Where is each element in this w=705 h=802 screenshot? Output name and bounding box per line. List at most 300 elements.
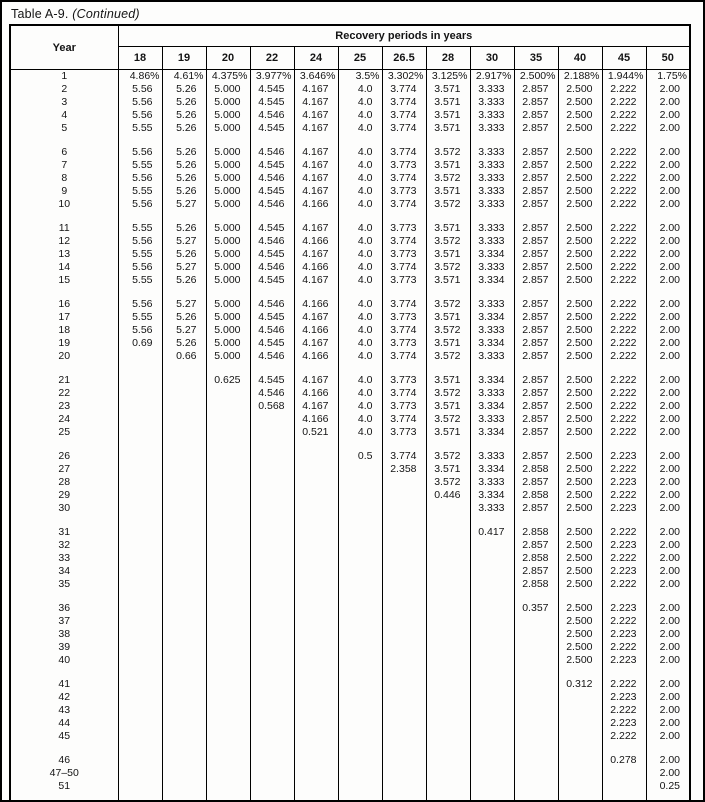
value-cell: 3.334 — [470, 311, 514, 324]
value-cell — [294, 780, 338, 793]
value-cell: 2.857 — [514, 172, 558, 185]
spacer-cell — [514, 439, 558, 450]
spacer-cell — [426, 667, 470, 678]
value-cell — [250, 654, 294, 667]
spacer-cell — [558, 287, 602, 298]
value-cell: 2.223 — [602, 628, 646, 641]
spacer-cell — [602, 211, 646, 222]
year-cell: 34 — [58, 565, 71, 577]
table-row — [10, 96, 690, 109]
value-cell: 3.571 — [426, 122, 470, 135]
table-row — [10, 374, 690, 387]
value-cell — [118, 641, 162, 654]
value-cell — [118, 387, 162, 400]
value-cell — [470, 641, 514, 654]
value-cell: 4.167 — [294, 274, 338, 287]
column-header: 45 — [602, 47, 646, 70]
value-cell: 2.500 — [558, 628, 602, 641]
value-cell: 4.0 — [338, 198, 382, 211]
value-cell — [162, 526, 206, 539]
value-cell — [426, 691, 470, 704]
spacer-cell — [470, 211, 514, 222]
value-cell: 5.000 — [206, 146, 250, 159]
value-cell: 2.222 — [602, 337, 646, 350]
value-cell — [206, 602, 250, 615]
value-cell: 2.222 — [602, 198, 646, 211]
value-cell: 0.25 — [646, 780, 690, 793]
spacer-row — [10, 287, 690, 298]
value-cell — [118, 717, 162, 730]
spacer-cell — [118, 135, 162, 146]
spacer-row — [10, 135, 690, 146]
value-cell: 2.00 — [646, 350, 690, 363]
value-cell — [514, 754, 558, 767]
value-cell: 2.00 — [646, 298, 690, 311]
spacer-cell — [294, 287, 338, 298]
value-cell: 2.00 — [646, 578, 690, 591]
value-cell: 2.500 — [558, 450, 602, 463]
value-cell — [338, 628, 382, 641]
value-cell — [338, 767, 382, 780]
value-cell: 2.222 — [602, 298, 646, 311]
spacer-cell — [10, 439, 118, 450]
value-cell: 2.222 — [602, 235, 646, 248]
value-cell: 3.302% — [382, 70, 426, 84]
value-cell — [118, 628, 162, 641]
value-cell: 4.0 — [338, 222, 382, 235]
value-cell: 2.500 — [558, 274, 602, 287]
value-cell: 3.572 — [426, 413, 470, 426]
value-cell — [250, 489, 294, 502]
value-cell: 2.358 — [382, 463, 426, 476]
value-cell — [338, 754, 382, 767]
table-row — [10, 261, 690, 274]
value-cell — [558, 691, 602, 704]
column-header: 35 — [514, 47, 558, 70]
value-cell: 2.00 — [646, 387, 690, 400]
value-cell — [426, 717, 470, 730]
value-cell: 5.55 — [118, 248, 162, 261]
value-cell: 2.222 — [602, 678, 646, 691]
spacer-cell — [118, 591, 162, 602]
value-cell — [250, 641, 294, 654]
value-cell: 3.774 — [382, 122, 426, 135]
spacer-cell — [162, 793, 206, 802]
value-cell: 3.571 — [426, 222, 470, 235]
spacer-cell — [382, 793, 426, 802]
value-cell: 2.500 — [558, 337, 602, 350]
spacer-cell — [646, 363, 690, 374]
year-cell: 8 — [61, 172, 68, 184]
value-cell: 3.334 — [470, 400, 514, 413]
value-cell: 2.00 — [646, 172, 690, 185]
value-cell — [206, 717, 250, 730]
value-cell — [382, 565, 426, 578]
value-cell: 4.167 — [294, 374, 338, 387]
value-cell — [118, 730, 162, 743]
value-cell: 2.500 — [558, 641, 602, 654]
value-cell: 4.167 — [294, 109, 338, 122]
year-cell: 3 — [61, 96, 68, 108]
value-cell: 2.500 — [558, 502, 602, 515]
spacer-cell — [10, 591, 118, 602]
spacer-cell — [426, 591, 470, 602]
table-row — [10, 83, 690, 96]
value-cell — [118, 489, 162, 502]
spacer-cell — [470, 363, 514, 374]
value-cell: 3.333 — [470, 185, 514, 198]
value-cell: 4.545 — [250, 185, 294, 198]
year-cell: 28 — [58, 476, 71, 488]
value-cell — [294, 641, 338, 654]
table-row — [10, 426, 690, 439]
value-cell: 3.333 — [470, 476, 514, 489]
spacer-cell — [250, 287, 294, 298]
value-cell: 3.571 — [426, 96, 470, 109]
spacer-cell — [338, 515, 382, 526]
value-cell: 4.545 — [250, 222, 294, 235]
year-cell: 51 — [58, 780, 71, 792]
value-cell — [294, 552, 338, 565]
value-cell: 3.774 — [382, 96, 426, 109]
value-cell: 4.0 — [338, 274, 382, 287]
value-cell — [206, 615, 250, 628]
value-cell: 4.545 — [250, 274, 294, 287]
column-header: 24 — [294, 47, 338, 70]
spacer-cell — [162, 591, 206, 602]
value-cell — [382, 717, 426, 730]
value-cell: 2.222 — [602, 185, 646, 198]
value-cell: 4.0 — [338, 248, 382, 261]
value-cell — [250, 780, 294, 793]
spacer-row — [10, 439, 690, 450]
spacer-cell — [470, 591, 514, 602]
value-cell: 2.857 — [514, 374, 558, 387]
value-cell: 3.333 — [470, 261, 514, 274]
year-cell: 19 — [58, 337, 71, 349]
value-cell: 2.857 — [514, 350, 558, 363]
value-cell — [118, 526, 162, 539]
value-cell: 2.857 — [514, 413, 558, 426]
value-cell — [206, 678, 250, 691]
column-header: 30 — [470, 47, 514, 70]
spacer-cell — [426, 793, 470, 802]
value-cell: 3.571 — [426, 109, 470, 122]
value-cell: 4.375% — [206, 70, 250, 84]
value-cell: 2.858 — [514, 526, 558, 539]
value-cell — [294, 704, 338, 717]
value-cell — [206, 641, 250, 654]
value-cell: 0.625 — [206, 374, 250, 387]
value-cell — [206, 691, 250, 704]
value-cell: 2.00 — [646, 261, 690, 274]
value-cell: 4.0 — [338, 298, 382, 311]
spacer-cell — [118, 743, 162, 754]
value-cell: 4.0 — [338, 374, 382, 387]
value-cell: 2.223 — [602, 691, 646, 704]
value-cell: 2.222 — [602, 463, 646, 476]
value-cell — [382, 628, 426, 641]
value-cell: 2.500 — [558, 159, 602, 172]
spacer-cell — [646, 287, 690, 298]
value-cell: 3.773 — [382, 248, 426, 261]
spacer-cell — [338, 287, 382, 298]
value-cell — [206, 526, 250, 539]
value-cell: 4.0 — [338, 146, 382, 159]
value-cell: 2.00 — [646, 235, 690, 248]
value-cell: 2.500 — [558, 83, 602, 96]
value-cell: 5.27 — [162, 298, 206, 311]
year-cell: 4 — [61, 109, 68, 121]
value-cell: 2.00 — [646, 274, 690, 287]
value-cell: 2.00 — [646, 222, 690, 235]
value-cell: 0.69 — [118, 337, 162, 350]
value-cell — [162, 539, 206, 552]
value-cell: 2.500 — [558, 602, 602, 615]
spacer-cell — [118, 439, 162, 450]
value-cell: 2.500 — [558, 146, 602, 159]
value-cell — [118, 552, 162, 565]
value-cell — [426, 704, 470, 717]
value-cell — [250, 565, 294, 578]
value-cell: 5.55 — [118, 222, 162, 235]
value-cell: 3.774 — [382, 146, 426, 159]
spacer-cell — [426, 439, 470, 450]
year-cell: 43 — [58, 704, 71, 716]
spacer-cell — [250, 591, 294, 602]
table-row — [10, 717, 690, 730]
spacer-cell — [558, 211, 602, 222]
value-cell: 1.944% — [602, 70, 646, 84]
value-cell: 2.00 — [646, 337, 690, 350]
value-cell — [470, 602, 514, 615]
value-cell: 5.27 — [162, 235, 206, 248]
column-header: 20 — [206, 47, 250, 70]
value-cell — [294, 602, 338, 615]
value-cell — [470, 539, 514, 552]
value-cell — [250, 426, 294, 439]
value-cell: 2.00 — [646, 159, 690, 172]
year-cell: 47–50 — [49, 767, 79, 779]
spacer-cell — [470, 743, 514, 754]
year-cell: 2 — [61, 83, 68, 95]
value-cell — [250, 678, 294, 691]
value-cell: 4.545 — [250, 83, 294, 96]
spacer-cell — [646, 743, 690, 754]
value-cell — [118, 476, 162, 489]
value-cell: 5.27 — [162, 198, 206, 211]
value-cell — [118, 691, 162, 704]
spacer-cell — [602, 667, 646, 678]
value-cell: 2.222 — [602, 400, 646, 413]
spacer-cell — [558, 439, 602, 450]
table-row — [10, 641, 690, 654]
value-cell — [250, 502, 294, 515]
value-cell — [338, 780, 382, 793]
year-cell: 27 — [58, 463, 71, 475]
year-cell: 5 — [61, 122, 68, 134]
value-cell: 4.545 — [250, 337, 294, 350]
value-cell: 3.773 — [382, 185, 426, 198]
year-cell: 42 — [58, 691, 71, 703]
value-cell — [338, 539, 382, 552]
value-cell: 3.572 — [426, 298, 470, 311]
value-cell: 2.500 — [558, 96, 602, 109]
value-cell — [250, 463, 294, 476]
year-cell: 21 — [58, 374, 71, 386]
spacer-cell — [250, 515, 294, 526]
value-cell — [338, 641, 382, 654]
table-row — [10, 248, 690, 261]
value-cell: 2.858 — [514, 578, 558, 591]
value-cell: 2.500 — [558, 387, 602, 400]
value-cell — [558, 704, 602, 717]
value-cell: 3.333 — [470, 109, 514, 122]
value-cell — [602, 780, 646, 793]
value-cell: 4.545 — [250, 311, 294, 324]
value-cell — [382, 641, 426, 654]
value-cell: 3.333 — [470, 83, 514, 96]
value-cell: 2.857 — [514, 248, 558, 261]
value-cell: 3.773 — [382, 374, 426, 387]
value-cell: 2.222 — [602, 413, 646, 426]
value-cell — [118, 400, 162, 413]
table-row — [10, 450, 690, 463]
value-cell: 2.00 — [646, 628, 690, 641]
value-cell: 2.00 — [646, 730, 690, 743]
value-cell: 2.857 — [514, 387, 558, 400]
value-cell — [338, 654, 382, 667]
value-cell: 2.222 — [602, 615, 646, 628]
spacer-cell — [426, 287, 470, 298]
value-cell: 3.571 — [426, 248, 470, 261]
spacer-cell — [382, 135, 426, 146]
spacer-cell — [602, 743, 646, 754]
spacer-cell — [294, 793, 338, 802]
value-cell: 4.0 — [338, 96, 382, 109]
value-cell: 4.0 — [338, 311, 382, 324]
value-cell: 5.26 — [162, 337, 206, 350]
spacer-cell — [118, 363, 162, 374]
value-cell: 2.500 — [558, 654, 602, 667]
value-cell: 2.857 — [514, 122, 558, 135]
value-cell: 5.55 — [118, 311, 162, 324]
year-cell: 13 — [58, 248, 71, 260]
value-cell — [338, 615, 382, 628]
value-cell: 2.500 — [558, 526, 602, 539]
value-cell — [162, 552, 206, 565]
value-cell — [118, 615, 162, 628]
value-cell: 3.571 — [426, 400, 470, 413]
spacer-cell — [426, 135, 470, 146]
spacer-cell — [162, 211, 206, 222]
value-cell: 5.000 — [206, 198, 250, 211]
value-cell: 2.222 — [602, 350, 646, 363]
value-cell — [514, 654, 558, 667]
value-cell: 3.333 — [470, 222, 514, 235]
value-cell: 3.333 — [470, 159, 514, 172]
value-cell: 2.857 — [514, 311, 558, 324]
value-cell: 3.125% — [426, 70, 470, 84]
value-cell — [250, 704, 294, 717]
value-cell — [514, 628, 558, 641]
value-cell: 3.333 — [470, 122, 514, 135]
value-cell: 2.857 — [514, 324, 558, 337]
value-cell: 5.000 — [206, 159, 250, 172]
value-cell: 0.5 — [338, 450, 382, 463]
table-row — [10, 615, 690, 628]
value-cell: 3.773 — [382, 400, 426, 413]
value-cell — [382, 489, 426, 502]
value-cell: 5.000 — [206, 185, 250, 198]
spacer-cell — [514, 793, 558, 802]
value-cell: 1.75% — [646, 70, 690, 84]
value-cell: 3.334 — [470, 374, 514, 387]
value-cell: 2.857 — [514, 222, 558, 235]
table-title — [9, 5, 691, 24]
value-cell: 2.00 — [646, 615, 690, 628]
value-cell: 5.000 — [206, 248, 250, 261]
value-cell — [338, 463, 382, 476]
value-cell: 3.774 — [382, 324, 426, 337]
table-row — [10, 539, 690, 552]
value-cell: 0.521 — [294, 426, 338, 439]
value-cell: 5.000 — [206, 83, 250, 96]
value-cell: 2.222 — [602, 122, 646, 135]
value-cell — [250, 552, 294, 565]
spacer-cell — [338, 667, 382, 678]
table-row — [10, 476, 690, 489]
year-column-header: Year — [10, 25, 118, 70]
spacer-cell — [10, 363, 118, 374]
value-cell: 2.857 — [514, 426, 558, 439]
value-cell: 3.572 — [426, 146, 470, 159]
value-cell — [338, 565, 382, 578]
value-cell — [206, 426, 250, 439]
table-row — [10, 602, 690, 615]
value-cell — [426, 578, 470, 591]
value-cell: 2.222 — [602, 578, 646, 591]
table-row — [10, 311, 690, 324]
value-cell: 2.500 — [558, 222, 602, 235]
value-cell — [294, 754, 338, 767]
value-cell — [426, 641, 470, 654]
value-cell — [382, 502, 426, 515]
spacer-cell — [558, 135, 602, 146]
value-cell — [382, 476, 426, 489]
value-cell — [250, 578, 294, 591]
value-cell: 5.000 — [206, 261, 250, 274]
value-cell — [162, 602, 206, 615]
spacer-cell — [470, 439, 514, 450]
value-cell: 2.857 — [514, 565, 558, 578]
value-cell: 2.222 — [602, 96, 646, 109]
value-cell — [558, 730, 602, 743]
value-cell — [382, 578, 426, 591]
value-cell: 4.546 — [250, 324, 294, 337]
spacer-cell — [294, 515, 338, 526]
value-cell: 2.500 — [558, 565, 602, 578]
value-cell: 3.774 — [382, 450, 426, 463]
value-cell: 4.546 — [250, 172, 294, 185]
value-cell — [206, 767, 250, 780]
value-cell: 2.00 — [646, 704, 690, 717]
spacer-cell — [514, 667, 558, 678]
table-title-continued — [69, 7, 140, 21]
year-cell: 15 — [58, 274, 71, 286]
value-cell — [382, 767, 426, 780]
value-cell: 2.222 — [602, 274, 646, 287]
